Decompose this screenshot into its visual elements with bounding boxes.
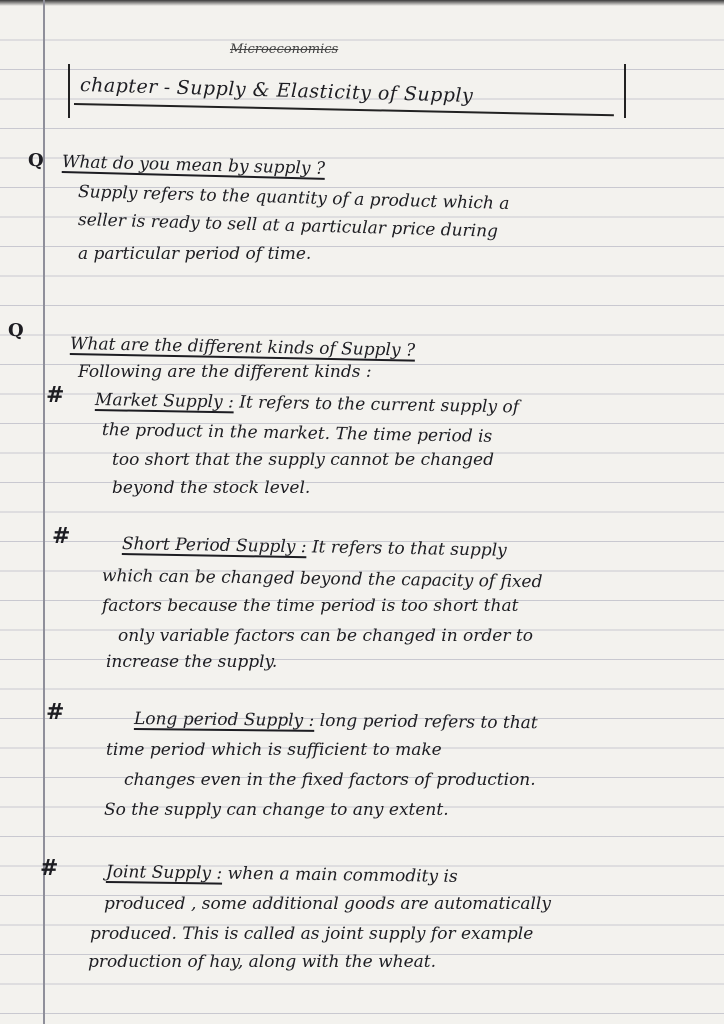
question-marker: Q [28, 150, 44, 171]
kind-market-supply [95, 390, 519, 417]
bullet-hash: # [52, 524, 71, 549]
crossed-out-heading: Microeconomics [230, 42, 339, 57]
kind-long-period-supply [134, 709, 538, 733]
kind-line: time period which is sufficient to make [106, 740, 442, 760]
kind-line: So the supply can change to any extent. [104, 800, 449, 820]
bullet-hash: # [46, 383, 65, 408]
kind-heading: Market Supply : [94, 390, 234, 413]
question-1: What do you mean by supply ? [61, 152, 326, 179]
kind-line: increase the supply. [106, 652, 278, 672]
kind-line: beyond the stock level. [112, 478, 311, 498]
kind-text: long period refers to that [319, 710, 538, 734]
kind-line: too short that the supply cannot be changed [112, 450, 495, 470]
bullet-hash: # [46, 700, 65, 725]
kind-text: when a main commodity is [227, 863, 458, 887]
kind-heading: Short Period Supply : [121, 534, 307, 558]
kind-line: production of hay, along with the wheat. [88, 952, 437, 972]
page-top-edge [0, 0, 724, 6]
kind-text: It refers to the current supply of [239, 392, 520, 418]
kind-line: factors because the time period is too short that [102, 596, 519, 616]
question-marker: Q [8, 320, 24, 341]
title-separator: - [163, 76, 172, 99]
kind-heading: Long period Supply : [133, 709, 315, 731]
kind-line: produced , some additional goods are automatically [104, 894, 551, 914]
kind-joint-supply [106, 862, 458, 887]
intro-line: Following are the different kinds : [78, 362, 372, 382]
answer-line: a particular period of time. [78, 244, 312, 264]
answer-line: Supply refers to the quantity of a product which a [77, 182, 510, 215]
bullet-hash: # [40, 856, 59, 881]
kind-line: the product in the market. The time period is [101, 420, 493, 447]
kind-line: only variable factors can be changed in order to [118, 626, 533, 646]
kind-short-period-supply [122, 534, 507, 561]
chapter-label: chapter [79, 74, 159, 99]
kind-line: which can be changed beyond the capacity of fixed [101, 566, 543, 593]
kind-text: It refers to that supply [311, 537, 507, 561]
chapter-topic: Supply & Elasticity of Supply [176, 76, 474, 107]
kind-heading: Joint Supply : [105, 862, 223, 884]
kind-line: changes even in the fixed factors of production. [124, 770, 536, 790]
question-2: What are the different kinds of Supply ? [69, 334, 416, 361]
answer-line: seller is ready to sell at a particular price during [77, 210, 499, 242]
kind-line: produced. This is called as joint supply for example [90, 924, 534, 944]
